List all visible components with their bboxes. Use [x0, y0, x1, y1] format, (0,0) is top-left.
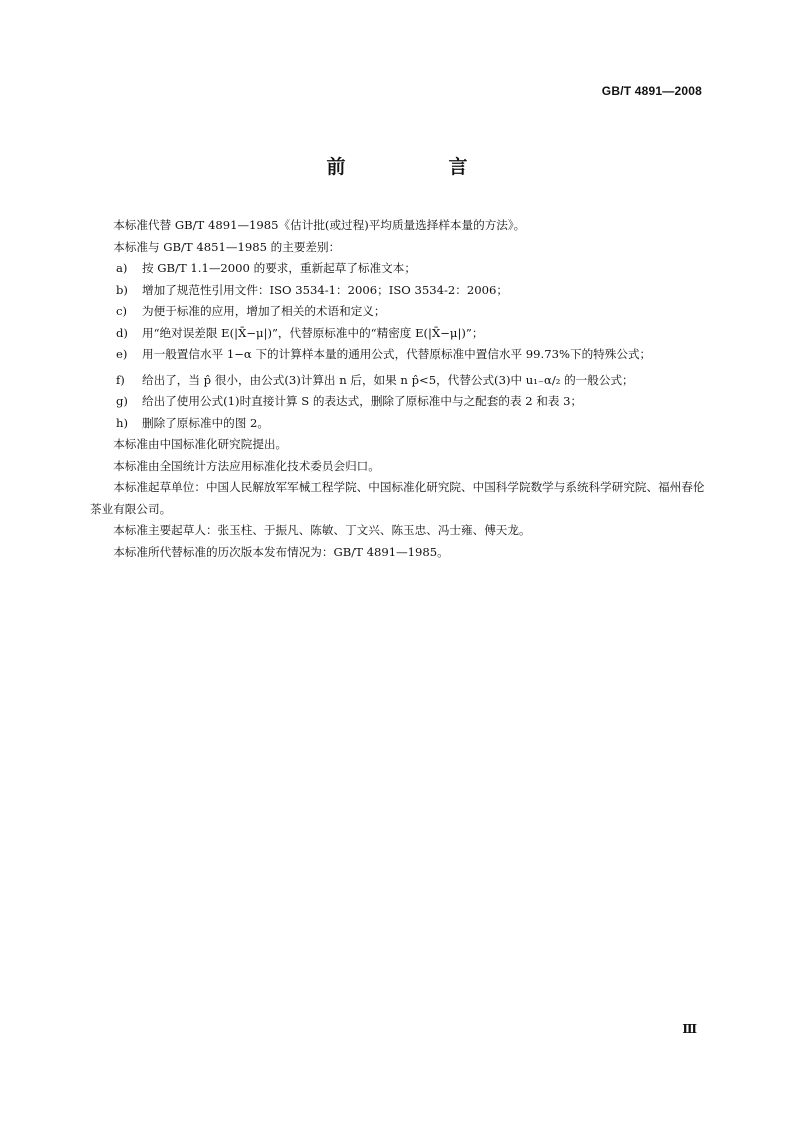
standard-number: GB/T 4891—2008	[601, 84, 702, 98]
list-text: 用“绝对误差限 E(|X̄−μ|)”，代替原标准中的“精密度 E(|X̄−μ|)”；	[142, 325, 484, 340]
paragraph: 本标准所代替标准的历次版本发布情况为：GB/T 4891—1985。	[113, 544, 449, 559]
foreword-body	[90, 215, 705, 563]
list-text: 为便于标准的应用，增加了相关的术语和定义；	[142, 304, 386, 318]
list-marker: d)	[116, 325, 128, 340]
page-title: 前 言	[326, 156, 510, 178]
list-item	[90, 301, 705, 323]
paragraph: 本标准主要起草人：张玉柱、于振凡、陈敏、丁文兴、陈玉忠、冯士雍、傅天龙。	[113, 523, 531, 537]
list-item	[90, 280, 705, 302]
list-marker: e)	[116, 347, 128, 361]
list-marker: b)	[116, 282, 128, 297]
list-marker: c)	[116, 304, 128, 318]
list-marker: h)	[116, 415, 128, 430]
paragraph: 本标准代替 GB/T 4891—1985《估计批(或过程)平均质量选择样本量的方法》。	[113, 218, 526, 232]
page-number: Ⅲ	[682, 1022, 697, 1036]
list-text: 用一般置信水平 1−α 下的计算样本量的通用公式，代替原标准中置信水平 99.73%下的特殊公式；	[142, 347, 652, 361]
list-item	[90, 344, 705, 366]
list-text: 删除了原标准中的图 2。	[142, 415, 269, 430]
list-marker: a)	[116, 261, 128, 275]
list-item	[90, 413, 705, 435]
list-text: 给出了，当 p̂ 很小，由公式(3)计算出 n 后，如果 n p̂<5，代替公式(3)中 u₁₋α/₂ 的一般公式；	[142, 372, 634, 387]
list-marker: f)	[116, 372, 125, 387]
list-text: 增加了规范性引用文件：ISO 3534-1：2006；ISO 3534-2：2006；	[142, 282, 508, 297]
list-item	[90, 370, 705, 392]
list-item	[90, 391, 705, 413]
list-item	[90, 323, 705, 345]
list-item	[90, 258, 705, 280]
paragraph: 本标准起草单位：中国人民解放军军械工程学院、中国标准化研究院、中国科学院数学与系统科学研究院、福州春伦茶业有限公司。	[90, 480, 705, 516]
list-text: 按 GB/T 1.1—2000 的要求，重新起草了标准文本；	[142, 261, 416, 275]
paragraph: 本标准由中国标准化研究院提出。	[113, 437, 288, 451]
list-marker: g)	[116, 394, 128, 408]
list-text: 给出了使用公式(1)时直接计算 S 的表达式，删除了原标准中与之配套的表 2 和表 3；	[142, 394, 583, 408]
paragraph: 本标准与 GB/T 4851—1985 的主要差别：	[113, 239, 341, 254]
paragraph: 本标准由全国统计方法应用标准化技术委员会归口。	[113, 458, 380, 473]
